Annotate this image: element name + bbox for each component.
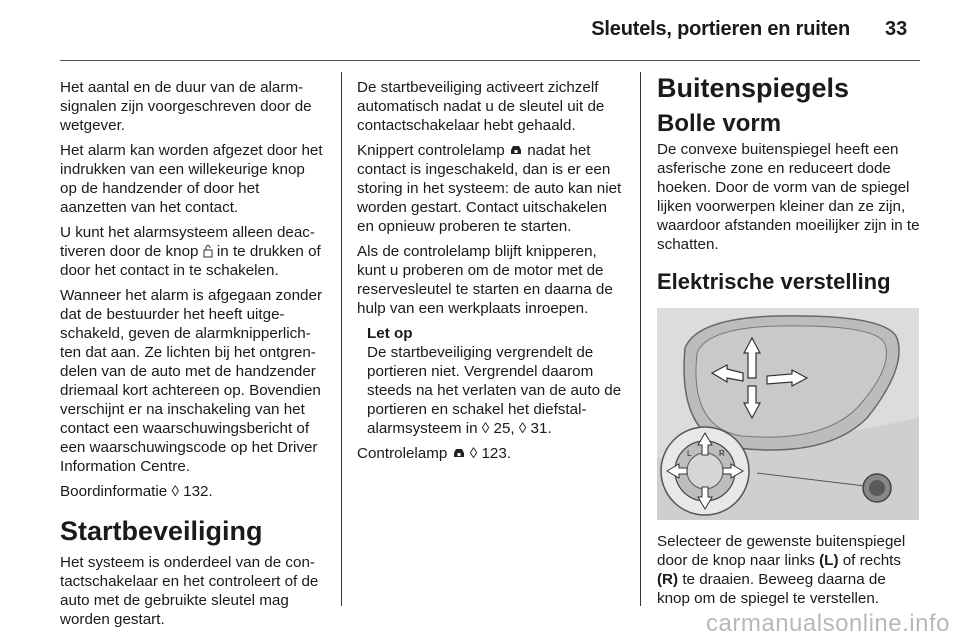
paragraph: De startbeveiliging activeert zichzelf automatisch nadat u de sleutel uit de contactschakelaar hebt gehaald.	[357, 79, 605, 134]
header-rule	[60, 60, 920, 61]
column-divider-2	[640, 72, 641, 606]
car-key-warning-icon	[509, 142, 523, 159]
note-box	[357, 324, 625, 438]
watermark: carmanualsonline.info	[706, 610, 950, 637]
lock-open-icon	[203, 243, 213, 260]
subsection-heading: Elektrische verstelling	[657, 269, 891, 294]
page-number: 33	[885, 18, 908, 40]
page-header-title: Sleutels, portieren en ruiten	[591, 18, 850, 40]
column-divider-1	[341, 72, 342, 606]
figure-label-left: L	[687, 449, 692, 458]
paragraph: Wanneer het alarm is afgegaan zonder dat de bestuurder het heeft uitgeschakeld, geven de alarmknipperlichten dat aan. Ze lichten bij het ontgrendelen van de auto met de handzender driemaal kort achtereen op. Bovendien verschijnt er na inschakeling van het contact een waarschuwingsbericht of een waarschuwingscode op het Driver Information Centre.	[60, 287, 322, 475]
column-1	[60, 78, 325, 635]
paragraph: Knippert controlelamp nadat het contact is ingeschakeld, dan is er een storing in het systeem: de auto kan niet worden gestart. Contact uitschakelen en opnieuw proberen te starten.	[357, 142, 622, 235]
paragraph: Het aantal en de duur van de alarmsignalen zijn voorgeschreven door de wetgever.	[60, 79, 312, 134]
paragraph: Boordinformatie ◊ 132.	[60, 483, 213, 500]
note-text: De startbeveiliging vergrendelt de portieren niet. Vergrendel daarom steeds na het verlaten van de auto de portieren en schakel het diefstalalarmsysteem in ◊ 25, ◊ 31.	[367, 344, 622, 437]
subsection-heading: Bolle vorm	[657, 110, 782, 137]
column-3	[657, 72, 922, 614]
paragraph: De convexe buitenspiegel heeft een asferische zone en reduceert dode hoeken. Door de vorm van de spiegel lijken voorwerpen kleiner dan ze zijn, waardoor afstanden moeilijker zijn in te schatten.	[657, 141, 920, 253]
paragraph: Het systeem is onderdeel van de contactschakelaar en het controleert of de auto met de gebruikte sleutel mag worden gestart.	[60, 554, 319, 628]
note-title: Let op	[367, 325, 413, 342]
mirror-adjustment-illustration	[657, 308, 919, 520]
paragraph: Als de controlelamp blijft knipperen, kunt u proberen om de motor met de reservesleutel te starten en daarna de hulp van een werkplaats inroepen.	[357, 243, 613, 317]
section-heading: Buitenspiegels	[657, 73, 850, 103]
paragraph: Selecteer de gewenste buitenspiegel door de knop naar links (L) of rechts (R) te draaien. Beweeg daarna de knop om de spiegel te verstellen.	[657, 533, 906, 607]
paragraph: Het alarm kan worden afgezet door het indrukken van een willekeurige knop op de handzender of door het aanzetten van het contact.	[60, 142, 323, 216]
car-key-warning-icon	[452, 445, 466, 462]
page-reference-link[interactable]: ◊ 132.	[171, 483, 213, 500]
column-2	[357, 78, 625, 469]
section-heading: Startbeveiliging	[60, 516, 263, 546]
figure-label-right: R	[719, 449, 725, 458]
paragraph: U kunt het alarmsysteem alleen deactiveren door de knop in te drukken of door het contact in te schakelen.	[60, 224, 321, 279]
paragraph: Controlelamp ◊ 123.	[357, 445, 512, 462]
